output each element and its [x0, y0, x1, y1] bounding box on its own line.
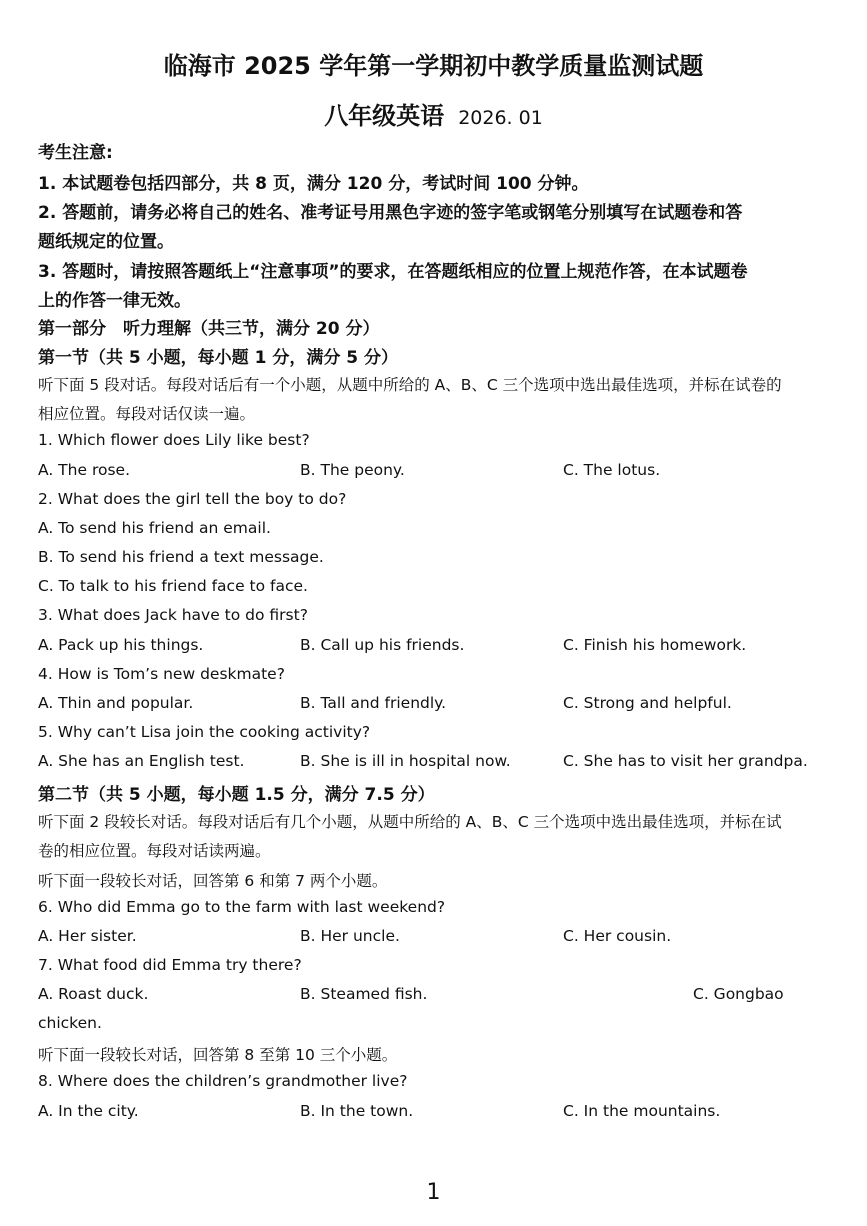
- option-c-continued: chicken.: [38, 1014, 102, 1032]
- option-a: A. Her sister.: [38, 927, 137, 945]
- exam-title: 临海市 2025 学年第一学期初中教学质量监测试题: [163, 52, 704, 80]
- option-b: B. She is ill in hospital now.: [300, 752, 511, 770]
- notice-heading: 考生注意:: [38, 143, 113, 163]
- option-b: B. The peony.: [300, 461, 405, 479]
- dialog-intro: 听下面一段较长对话，回答第 6 和第 7 两个小题。: [38, 872, 388, 890]
- option-b: B. Her uncle.: [300, 927, 400, 945]
- option-c: C. In the mountains.: [563, 1102, 721, 1120]
- option-c: C. To talk to his friend face to face.: [38, 577, 308, 595]
- dialog-intro: 听下面一段较长对话，回答第 8 至第 10 三个小题。: [38, 1046, 398, 1064]
- option-a: A. In the city.: [38, 1102, 139, 1120]
- question-stem: 3. What does Jack have to do first?: [38, 606, 308, 624]
- section1-heading: 第一节（共 5 小题，每小题 1 分，满分 5 分）: [38, 348, 398, 368]
- subject-label: 八年级英语: [324, 102, 445, 130]
- option-b: B. Call up his friends.: [300, 636, 465, 654]
- notice-line: 3. 答题时，请按照答题纸上“注意事项”的要求，在答题纸相应的位置上规范作答，在本试题卷: [38, 262, 748, 282]
- option-a: A. The rose.: [38, 461, 130, 479]
- part1-heading: 第一部分 听力理解（共三节，满分 20 分）: [38, 319, 380, 339]
- notice-line: 上的作答一律无效。: [38, 291, 191, 311]
- section1-instructions: 听下面 5 段对话。每段对话后有一个小题，从题中所给的 A、B、C 三个选项中选出最佳选项，并标在试卷的: [38, 376, 782, 394]
- option-c: C. Gongbao: [693, 985, 784, 1003]
- exam-subtitle: [0, 96, 867, 131]
- question-stem: 5. Why can’t Lisa join the cooking activity?: [38, 723, 371, 741]
- option-b: B. Steamed fish.: [300, 985, 428, 1003]
- question-stem: 8. Where does the children’s grandmother live?: [38, 1072, 408, 1090]
- notice-line: 1. 本试题卷包括四部分，共 8 页，满分 120 分，考试时间 100 分钟。: [38, 174, 589, 194]
- option-a: A. Pack up his things.: [38, 636, 204, 654]
- option-b: B. In the town.: [300, 1102, 414, 1120]
- section2-instructions: 卷的相应位置。每段对话读两遍。: [38, 842, 271, 860]
- option-b: B. To send his friend a text message.: [38, 548, 324, 566]
- question-stem: 6. Who did Emma go to the farm with last weekend?: [38, 898, 446, 916]
- question-stem: 2. What does the girl tell the boy to do?: [38, 490, 347, 508]
- notice-line: 题纸规定的位置。: [38, 232, 174, 252]
- question-stem: 4. How is Tom’s new deskmate?: [38, 665, 285, 683]
- option-b: B. Tall and friendly.: [300, 694, 447, 712]
- question-stem: 7. What food did Emma try there?: [38, 956, 302, 974]
- section2-heading: 第二节（共 5 小题，每小题 1.5 分，满分 7.5 分）: [38, 785, 435, 805]
- notice-line: 2. 答题前，请务必将自己的姓名、准考证号用黑色字迹的签字笔或钢笔分别填写在试题卷和答: [38, 203, 743, 223]
- option-c: C. Strong and helpful.: [563, 694, 732, 712]
- option-a: A. Roast duck.: [38, 985, 149, 1003]
- option-c: C. Her cousin.: [563, 927, 672, 945]
- option-a: A. To send his friend an email.: [38, 519, 271, 537]
- section1-instructions: 相应位置。每段对话仅读一遍。: [38, 405, 256, 423]
- question-stem: 1. Which flower does Lily like best?: [38, 431, 310, 449]
- option-a: A. Thin and popular.: [38, 694, 194, 712]
- option-c: C. Finish his homework.: [563, 636, 747, 654]
- option-c: C. She has to visit her grandpa.: [563, 752, 808, 770]
- section2-instructions: 听下面 2 段较长对话。每段对话后有几个小题，从题中所给的 A、B、C 三个选项中选出最佳选项，并标在试: [38, 813, 782, 831]
- page-number: 1: [426, 1180, 441, 1205]
- option-a: A. She has an English test.: [38, 752, 245, 770]
- exam-date: 2026. 01: [458, 107, 543, 129]
- option-c: C. The lotus.: [563, 461, 661, 479]
